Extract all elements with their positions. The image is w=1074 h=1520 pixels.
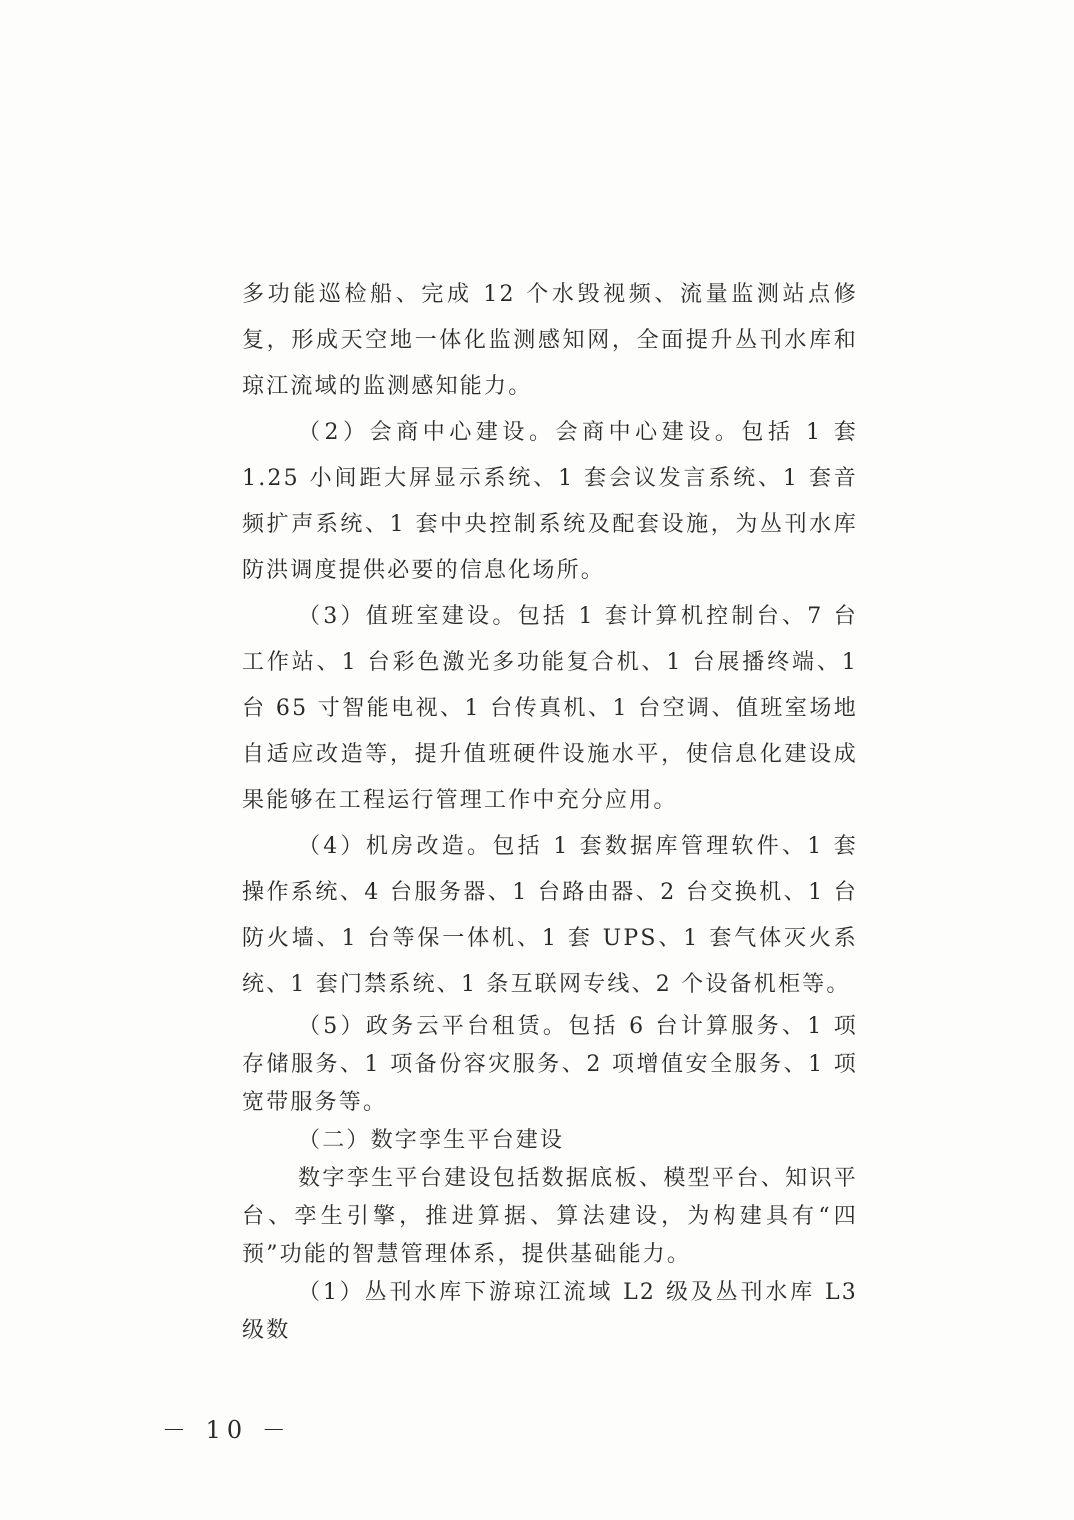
paragraph-cloud-platform: （5）政务云平台租赁。包括 6 台计算服务、1 项存储服务、1 项备份容灾服务、2 项增值安全服务、1 项宽带服务等。 xyxy=(242,1014,858,1115)
paragraph-consultation-center: （2）会商中心建设。会商中心建设。包括 1 套 1.25 小间距大屏显示系统、1 套会议发言系统、1 套音频扩声系统、1 套中央控制系统及配套设施，为丛刊水库防洪调度提供必要的信息化场所。 xyxy=(242,420,858,583)
section-heading-digital-twin: （二）数字孪生平台建设 xyxy=(298,1128,565,1153)
paragraph-duty-room: （3）值班室建设。包括 1 套计算机控制台、7 台工作站、1 台彩色激光多功能复合机、1 台展播终端、1 台 65 寸智能电视、1 台传真机、1 台空调、值班室场地自适应改造等，提升值班硬件设施水平，使信息化建设成果能够在工程运行管理工作中充分应用。 xyxy=(242,604,858,813)
page-number: － 10 － xyxy=(162,1416,292,1444)
paragraph-digital-twin-intro: 数字孪生平台建设包括数据底板、模型平台、知识平台、孪生引擎，推进算据、算法建设，为构建具有“四预”功能的智慧管理体系，提供基础能力。 xyxy=(242,1166,858,1267)
paragraph-monitoring-network: 多功能巡检船、完成 12 个水毁视频、流量监测站点修复，形成天空地一体化监测感知网，全面提升丛刊水库和琼江流域的监测感知能力。 xyxy=(242,282,858,399)
document-body xyxy=(242,272,858,1350)
paragraph-data-board: （1）丛刊水库下游琼江流域 L2 级及丛刊水库 L3 级数 xyxy=(242,1280,858,1343)
paragraph-machine-room: （4）机房改造。包括 1 套数据库管理软件、1 套操作系统、4 台服务器、1 台路由器、2 台交换机、1 台防火墙、1 台等保一体机、1 套 UPS、1 套气体灭火系统、1 套门禁系统、1 条互联网专线、2 个设备机柜等。 xyxy=(242,834,858,997)
